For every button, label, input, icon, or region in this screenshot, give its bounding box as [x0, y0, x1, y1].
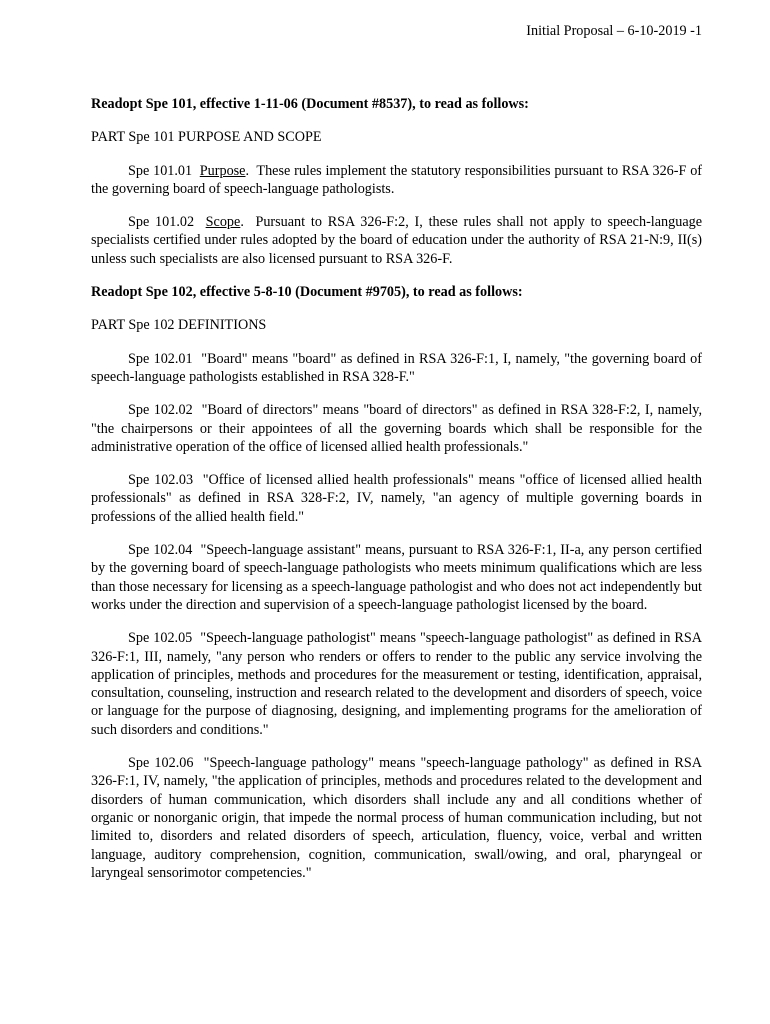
rule-text: "Office of licensed allied health professionals" means "office of licensed allied health professionals" as defined in RSA 328-F:2, IV, namely, "an agency of multiple governing boards in professions of the allied health field." — [91, 472, 703, 525]
rule-number: Spe 102.06 — [128, 755, 194, 772]
rule-spe-101-01: Spe 101.01 Purpose. These rules implement the statutory responsibilities pursuant to RSA 326-F of the governing board of speech-language pathologists. — [91, 162, 703, 197]
rule-number: Spe 102.02 — [128, 402, 193, 419]
rule-text: "Board" means "board" as defined in RSA 326-F:1, I, namely, "the governing board of speech-language pathologists established in RSA 328-F." — [91, 350, 702, 385]
section-heading-spe-102: Readopt Spe 102, effective 5-8-10 (Document #9705), to read as follows: — [91, 284, 523, 301]
rule-number: Spe 101.01 — [128, 162, 193, 179]
rule-number: Spe 102.04 — [128, 542, 193, 559]
rule-text: "Speech-language pathologist" means "speech-language pathologist" as defined in RSA 326-F:1, III, namely, "any person who renders or offers to render to the public any service involving the application of principles, methods and procedures for the measurement or testing, identification, appraisal, consultation, counseling, instruction and research related to the development and disorders of speech, voice or language for the purpose of diagnosing, designing, and implementing programs for the amelioration of such disorders and conditions." — [91, 630, 703, 738]
rule-spe-102-01 — [91, 350, 702, 387]
rule-number: Spe 101.02 — [128, 214, 195, 231]
section-heading-spe-101: Readopt Spe 101, effective 1-11-06 (Document #8537), to read as follows: — [91, 96, 529, 112]
rule-text: Pursuant to RSA 326-F:2, I, these rules shall not apply to speech-language specialists certified under rules adopted by the board of education under the authority of RSA 21-N:9, II(s) unless such specialists are also licensed pursuant to RSA 326-F. — [91, 214, 703, 267]
rule-number: Spe 102.05 — [128, 630, 193, 647]
part-title-spe-102: PART Spe 102 DEFINITIONS — [91, 317, 267, 334]
rule-text: These rules implement the statutory responsibilities pursuant to RSA 326-F of the governing board of speech-language pathologists. — [91, 162, 703, 197]
rule-spe-102-04 — [91, 541, 702, 614]
page-header: Initial Proposal – 6-10-2019 -1 — [526, 23, 702, 39]
rule-number: Spe 102.01 — [128, 350, 193, 367]
rule-spe-102-06 — [91, 754, 702, 882]
part-title-spe-101: PART Spe 101 PURPOSE AND SCOPE — [91, 129, 322, 146]
document-body — [91, 95, 702, 882]
rule-text: "Speech-language pathology" means "speech-language pathology" as defined in RSA 326-F:1, IV, namely, "the application of principles, methods and procedures related to the development and disorders of human communication, which disorders shall include any and all conditions whether of organic or nonorganic origin, that impede the normal process of human communication including, but not limited to, disorders and related disorders of speech, articulation, fluency, voice, verbal and written language, auditory comprehension, cognition, communication, swall/owing, and oral, pharyngeal or laryngeal sensorimotor competencies." — [91, 755, 702, 881]
rule-spe-102-05 — [91, 629, 702, 739]
rule-text: "Board of directors" means "board of directors" as defined in RSA 328-F:2, I, namely, "the chairpersons or their appointees of all the governing boards which shall be responsible for the administrative operation of the office of licensed allied health professionals." — [91, 402, 703, 455]
rule-spe-102-02 — [91, 401, 702, 456]
rule-title: Scope — [205, 214, 241, 231]
rule-title: Purpose — [199, 162, 246, 179]
rule-spe-101-02: Spe 101.02 Scope. Pursuant to RSA 326-F:2, I, these rules shall not apply to speech-language specialists certified under rules adopted by the board of education under the authority of RSA 21-N:9, II(s) unless such specialists are also licensed pursuant to RSA 326-F. — [91, 214, 703, 267]
rule-text: "Speech-language assistant" means, pursuant to RSA 326-F:1, II-a, any person certified by the governing board of speech-language pathologists who meets minimum qualifications which are less than those necessary for licensing as a speech-language pathologist and who does not act independently but works under the direction and supervision of a speech-language pathologist licensed by the board. — [91, 542, 702, 613]
rule-spe-102-03 — [91, 471, 702, 526]
rule-number: Spe 102.03 — [128, 472, 194, 489]
